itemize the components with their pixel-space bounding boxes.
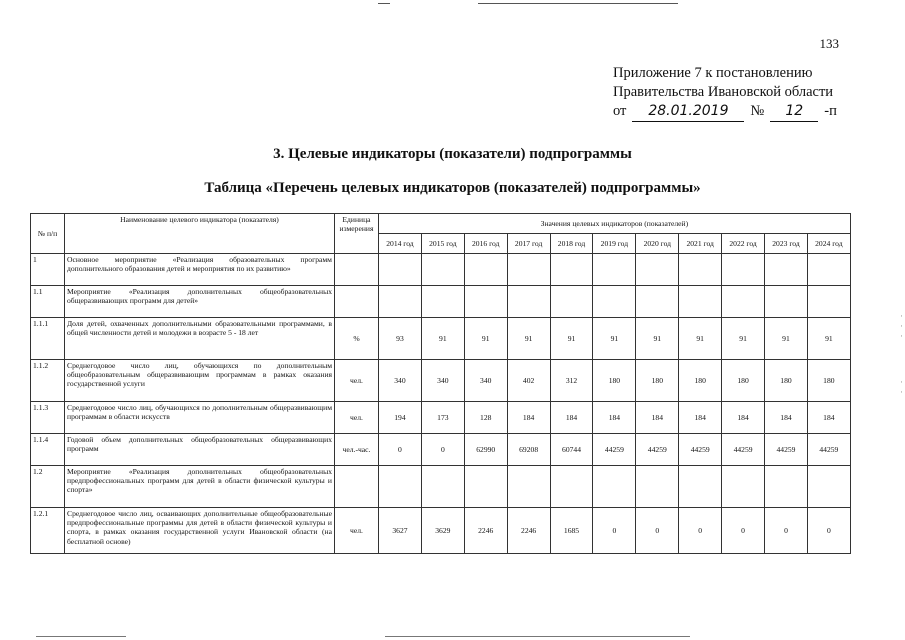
row-value: 184 bbox=[722, 402, 765, 434]
row-value bbox=[593, 286, 636, 318]
row-value: 184 bbox=[807, 402, 850, 434]
row-code: 1.1 bbox=[31, 286, 65, 318]
row-value: 402 bbox=[507, 360, 550, 402]
row-value bbox=[765, 254, 808, 286]
row-value: 173 bbox=[421, 402, 464, 434]
row-name: Основное мероприятие «Реализация образовательных программ дополнительного образования детей и мероприятия по их развитию» bbox=[65, 254, 335, 286]
header-year: 2017 год bbox=[507, 234, 550, 254]
header-year: 2021 год bbox=[679, 234, 722, 254]
row-value: 184 bbox=[765, 402, 808, 434]
row-value: 194 bbox=[379, 402, 422, 434]
row-value: 91 bbox=[765, 318, 808, 360]
row-name: Мероприятие «Реализация дополнительных общеобразовательных предпрофессиональных программ для детей в области физической культуры и спорта» bbox=[65, 466, 335, 508]
header-year: 2018 год bbox=[550, 234, 593, 254]
row-name: Мероприятие «Реализация дополнительных общеобразовательных общеразвивающих программ для детей» bbox=[65, 286, 335, 318]
row-value bbox=[807, 254, 850, 286]
row-value: 180 bbox=[807, 360, 850, 402]
row-value bbox=[679, 286, 722, 318]
row-value: 0 bbox=[722, 508, 765, 554]
row-name: Доля детей, охваченных дополнительными образовательными программами, в общей численности детей и молодежи в возрасте 5 - 18 лет bbox=[65, 318, 335, 360]
row-value: 0 bbox=[421, 434, 464, 466]
row-code: 1.2.1 bbox=[31, 508, 65, 554]
row-value: 62990 bbox=[464, 434, 507, 466]
row-name: Годовой объем дополнительных общеобразовательных общеразвивающих программ bbox=[65, 434, 335, 466]
row-value bbox=[679, 254, 722, 286]
row-value: 91 bbox=[807, 318, 850, 360]
table-row bbox=[31, 360, 851, 402]
row-value: 1685 bbox=[550, 508, 593, 554]
table-row bbox=[31, 434, 851, 466]
row-code: 1.1.1 bbox=[31, 318, 65, 360]
table-body bbox=[31, 254, 851, 554]
page-number: 133 bbox=[819, 36, 839, 51]
row-value: 3627 bbox=[379, 508, 422, 554]
scan-margin-mark: · · · bbox=[900, 312, 903, 342]
row-value bbox=[421, 254, 464, 286]
row-value: 180 bbox=[722, 360, 765, 402]
row-value: 93 bbox=[379, 318, 422, 360]
row-value: 91 bbox=[421, 318, 464, 360]
row-code: 1.1.2 bbox=[31, 360, 65, 402]
row-value: 91 bbox=[550, 318, 593, 360]
header-number: № п/п bbox=[31, 214, 65, 254]
appendix-line-2: Правительства Ивановской области bbox=[613, 84, 834, 100]
indicators-table bbox=[30, 213, 851, 554]
header-year: 2022 год bbox=[722, 234, 765, 254]
header-name: Наименование целевого индикатора (показателя) bbox=[65, 214, 335, 254]
scan-mark-top-right bbox=[478, 3, 678, 4]
row-value: 69208 bbox=[507, 434, 550, 466]
row-unit: чел. bbox=[335, 402, 379, 434]
row-value bbox=[722, 466, 765, 508]
row-value bbox=[593, 466, 636, 508]
row-value: 44259 bbox=[765, 434, 808, 466]
row-code: 1.2 bbox=[31, 466, 65, 508]
row-value bbox=[807, 286, 850, 318]
table-row bbox=[31, 508, 851, 554]
row-value bbox=[765, 286, 808, 318]
appendix-line-3 bbox=[613, 102, 841, 122]
row-value: 0 bbox=[807, 508, 850, 554]
row-value: 128 bbox=[464, 402, 507, 434]
row-value: 60744 bbox=[550, 434, 593, 466]
row-value bbox=[550, 466, 593, 508]
row-value: 0 bbox=[593, 508, 636, 554]
table-row bbox=[31, 318, 851, 360]
row-value: 340 bbox=[421, 360, 464, 402]
row-value bbox=[464, 466, 507, 508]
table-row bbox=[31, 254, 851, 286]
number-label: № bbox=[750, 103, 765, 119]
scan-mark-bottom-left bbox=[36, 636, 126, 637]
scan-margin-mark: · · bbox=[900, 378, 903, 398]
row-value bbox=[464, 286, 507, 318]
row-code: 1.1.4 bbox=[31, 434, 65, 466]
row-value: 91 bbox=[464, 318, 507, 360]
scan-mark-top-left bbox=[378, 3, 390, 4]
row-name: Среднегодовое число лиц, обучающихся по дополнительным общеобразовательным общеразвивающим программам в рамках оказания государственной услуги bbox=[65, 360, 335, 402]
row-value bbox=[636, 254, 679, 286]
header-year: 2023 год bbox=[765, 234, 808, 254]
table-row bbox=[31, 466, 851, 508]
scan-mark-bottom-right bbox=[385, 636, 690, 637]
row-value: 340 bbox=[464, 360, 507, 402]
header-year: 2016 год bbox=[464, 234, 507, 254]
row-value: 0 bbox=[765, 508, 808, 554]
row-name: Среднегодовое число лиц, осваивающих дополнительные общеобразовательные предпрофессиональные программы для детей в области физической культуры и спорта, в рамках оказания государственной услуги Ивановской области (на бесплатной основе) bbox=[65, 508, 335, 554]
row-value: 184 bbox=[507, 402, 550, 434]
appendix-block bbox=[613, 64, 841, 122]
row-value: 180 bbox=[679, 360, 722, 402]
handwritten-date: 28.01.2019 bbox=[632, 102, 744, 122]
header-values: Значения целевых индикаторов (показателей) bbox=[379, 214, 851, 234]
row-value: 44259 bbox=[807, 434, 850, 466]
row-value: 91 bbox=[593, 318, 636, 360]
row-code: 1 bbox=[31, 254, 65, 286]
row-code: 1.1.3 bbox=[31, 402, 65, 434]
row-value: 184 bbox=[636, 402, 679, 434]
table-row bbox=[31, 402, 851, 434]
table-header-row bbox=[31, 214, 851, 234]
row-value bbox=[722, 254, 765, 286]
header-year: 2024 год bbox=[807, 234, 850, 254]
row-value bbox=[722, 286, 765, 318]
row-unit: % bbox=[335, 318, 379, 360]
row-value bbox=[421, 466, 464, 508]
row-value: 44259 bbox=[679, 434, 722, 466]
row-unit bbox=[335, 286, 379, 318]
row-value: 180 bbox=[636, 360, 679, 402]
row-value bbox=[636, 466, 679, 508]
row-value: 0 bbox=[379, 434, 422, 466]
row-value: 340 bbox=[379, 360, 422, 402]
row-value: 3629 bbox=[421, 508, 464, 554]
row-value: 2246 bbox=[464, 508, 507, 554]
row-value: 44259 bbox=[636, 434, 679, 466]
row-name: Среднегодовое число лиц, обучающихся по дополнительным общеразвивающим программам в области искусств bbox=[65, 402, 335, 434]
row-value bbox=[765, 466, 808, 508]
row-value: 180 bbox=[593, 360, 636, 402]
row-unit: чел. bbox=[335, 360, 379, 402]
row-value: 91 bbox=[722, 318, 765, 360]
handwritten-number: 12 bbox=[770, 102, 818, 122]
row-value: 184 bbox=[550, 402, 593, 434]
row-value: 184 bbox=[593, 402, 636, 434]
section-heading: 3. Целевые индикаторы (показатели) подпрограммы bbox=[273, 146, 632, 162]
row-unit: чел.-час. bbox=[335, 434, 379, 466]
row-value: 0 bbox=[679, 508, 722, 554]
row-value bbox=[507, 286, 550, 318]
row-unit bbox=[335, 466, 379, 508]
appendix-line-1: Приложение 7 к постановлению bbox=[613, 65, 813, 81]
row-value: 91 bbox=[679, 318, 722, 360]
row-value bbox=[636, 286, 679, 318]
row-unit: чел. bbox=[335, 508, 379, 554]
row-value bbox=[507, 466, 550, 508]
from-label: от bbox=[613, 103, 627, 119]
header-year: 2014 год bbox=[379, 234, 422, 254]
header-year: 2020 год bbox=[636, 234, 679, 254]
header-unit: Единица измерения bbox=[335, 214, 379, 254]
row-unit bbox=[335, 254, 379, 286]
row-value: 44259 bbox=[722, 434, 765, 466]
row-value bbox=[507, 254, 550, 286]
row-value: 180 bbox=[765, 360, 808, 402]
row-value bbox=[421, 286, 464, 318]
row-value: 91 bbox=[636, 318, 679, 360]
row-value: 0 bbox=[636, 508, 679, 554]
row-value bbox=[679, 466, 722, 508]
row-value: 44259 bbox=[593, 434, 636, 466]
row-value bbox=[379, 286, 422, 318]
header-year: 2019 год bbox=[593, 234, 636, 254]
row-value: 2246 bbox=[507, 508, 550, 554]
table-row bbox=[31, 286, 851, 318]
row-value: 184 bbox=[679, 402, 722, 434]
row-value: 91 bbox=[507, 318, 550, 360]
row-value: 312 bbox=[550, 360, 593, 402]
header-year: 2015 год bbox=[421, 234, 464, 254]
row-value bbox=[379, 254, 422, 286]
row-value bbox=[550, 254, 593, 286]
row-value bbox=[464, 254, 507, 286]
number-suffix: -п bbox=[824, 103, 837, 119]
row-value bbox=[593, 254, 636, 286]
row-value bbox=[550, 286, 593, 318]
row-value bbox=[379, 466, 422, 508]
row-value bbox=[807, 466, 850, 508]
table-heading: Таблица «Перечень целевых индикаторов (показателей) подпрограммы» bbox=[204, 180, 701, 196]
